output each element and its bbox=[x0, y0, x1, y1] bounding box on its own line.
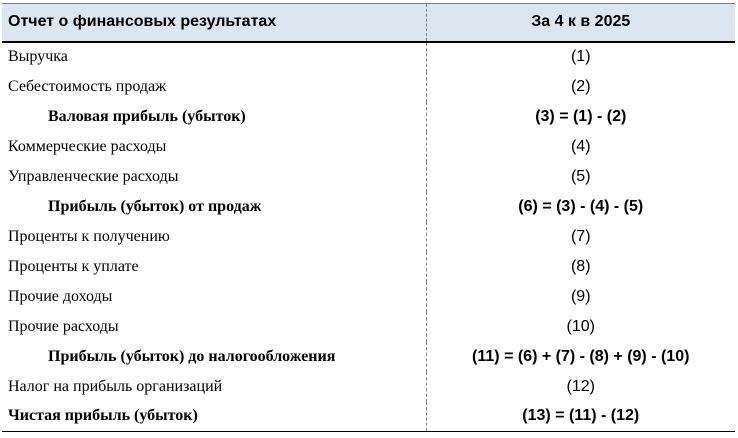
table-row-cost-of-sales bbox=[2, 72, 735, 102]
row-label: Прочие расходы bbox=[2, 312, 426, 342]
table-row-interest-receivable bbox=[2, 222, 735, 252]
header-report-title: Отчет о финансовых результатах bbox=[2, 4, 426, 42]
table-row-admin-expenses bbox=[2, 162, 735, 192]
row-value: (3) = (1) - (2) bbox=[535, 107, 627, 125]
row-value: (1) bbox=[570, 48, 591, 65]
row-value: (11) = (6) + (7) - (8) + (9) - (10) bbox=[472, 347, 690, 365]
financial-results-table bbox=[2, 3, 735, 432]
row-label: Налог на прибыль организаций bbox=[2, 372, 426, 402]
row-value: (9) bbox=[570, 287, 591, 305]
row-label: Себестоимость продаж bbox=[2, 72, 426, 102]
row-value: (2) bbox=[570, 77, 591, 95]
row-label: Коммерческие расходы bbox=[2, 132, 426, 162]
table-row-selling-expenses bbox=[2, 132, 735, 162]
row-label: Выручка bbox=[2, 42, 426, 72]
row-value: (13) = (11) - (12) bbox=[426, 402, 735, 432]
row-label: Чистая прибыль (убыток) bbox=[2, 402, 426, 432]
table-row-interest-payable bbox=[2, 252, 735, 282]
table-row-revenue bbox=[2, 42, 735, 72]
row-value: (8) bbox=[570, 257, 591, 275]
row-label: Прочие доходы bbox=[2, 282, 426, 312]
row-value: (6) = (3) - (4) - (5) bbox=[518, 197, 644, 215]
table-row-other-expenses bbox=[2, 312, 735, 342]
row-value: (10) bbox=[566, 317, 595, 335]
table-row-profit-before-tax bbox=[2, 342, 735, 372]
row-label: Управленческие расходы bbox=[2, 162, 426, 192]
table-row-net-profit bbox=[2, 402, 735, 432]
table-row-income-tax bbox=[2, 372, 735, 402]
row-label: Прибыль (убыток) до налогообложения bbox=[2, 342, 426, 372]
row-value: (12) bbox=[566, 377, 595, 395]
table-row-other-income bbox=[2, 282, 735, 312]
table-header-row bbox=[2, 4, 735, 42]
table-row-gross-profit bbox=[2, 102, 735, 132]
row-value: (4) bbox=[570, 137, 591, 155]
row-label: Валовая прибыль (убыток) bbox=[2, 102, 426, 132]
row-value: (7) bbox=[570, 227, 591, 245]
table-row-operating-profit bbox=[2, 192, 735, 222]
row-label: Проценты к получению bbox=[2, 222, 426, 252]
row-value: (5) bbox=[570, 167, 591, 185]
financial-results-table-container bbox=[2, 3, 735, 434]
row-label: Проценты к уплате bbox=[2, 252, 426, 282]
header-period: За 4 к в 2025 bbox=[426, 4, 735, 42]
row-label: Прибыль (убыток) от продаж bbox=[2, 192, 426, 222]
